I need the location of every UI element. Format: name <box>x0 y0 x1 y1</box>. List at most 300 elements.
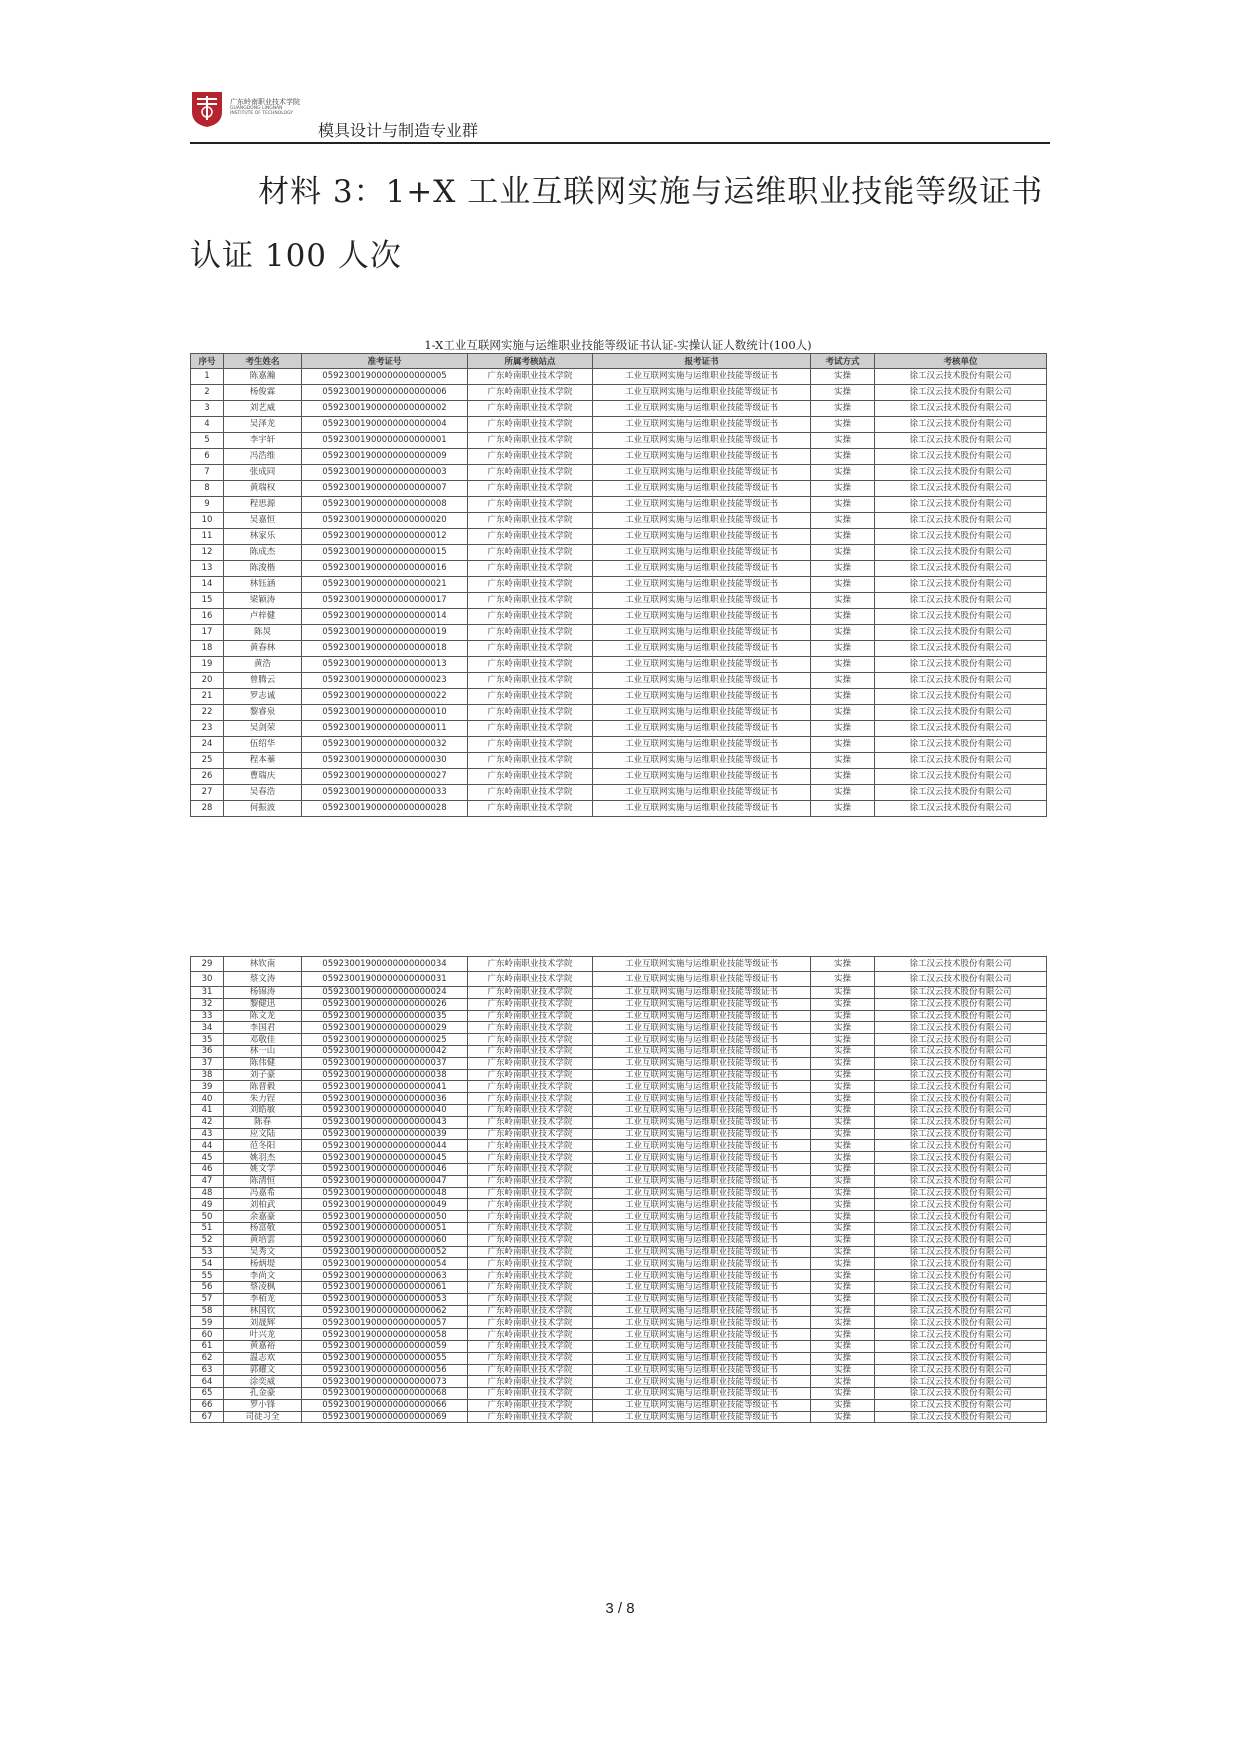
cell-org: 徐工汉云技术股份有限公司 <box>875 1293 1047 1305</box>
cell-site: 广东岭南职业技术学院 <box>468 433 593 449</box>
cell-name: 杨富敬 <box>224 1222 302 1234</box>
cell-index: 60 <box>191 1329 224 1341</box>
cell-certificate: 工业互联网实施与运维职业技能等级证书 <box>593 1010 811 1022</box>
cell-ticket: 05923001900000000000033 <box>302 785 468 801</box>
cell-index: 54 <box>191 1258 224 1270</box>
cell-site: 广东岭南职业技术学院 <box>468 1317 593 1329</box>
cell-name: 程思源 <box>224 497 302 513</box>
cell-site: 广东岭南职业技术学院 <box>468 401 593 417</box>
cell-org: 徐工汉云技术股份有限公司 <box>875 987 1047 999</box>
table-row <box>191 1175 1047 1187</box>
cell-method: 实操 <box>811 465 875 481</box>
cell-method: 实操 <box>811 497 875 513</box>
cell-method: 实操 <box>811 1258 875 1270</box>
cell-ticket: 05923001900000000000020 <box>302 513 468 529</box>
table-row <box>191 1258 1047 1270</box>
cell-index: 66 <box>191 1399 224 1411</box>
cell-index: 42 <box>191 1116 224 1128</box>
cell-name: 伍绍华 <box>224 737 302 753</box>
cell-ticket: 05923001900000000000026 <box>302 998 468 1010</box>
cell-ticket: 05923001900000000000060 <box>302 1234 468 1246</box>
cell-name: 吴泽龙 <box>224 417 302 433</box>
cell-index: 24 <box>191 737 224 753</box>
table-row <box>191 1222 1047 1234</box>
cell-certificate: 工业互联网实施与运维职业技能等级证书 <box>593 998 811 1010</box>
cell-org: 徐工汉云技术股份有限公司 <box>875 465 1047 481</box>
cell-org: 徐工汉云技术股份有限公司 <box>875 1376 1047 1388</box>
cell-method: 实操 <box>811 753 875 769</box>
cell-certificate: 工业互联网实施与运维职业技能等级证书 <box>593 1022 811 1034</box>
cell-certificate: 工业互联网实施与运维职业技能等级证书 <box>593 513 811 529</box>
cell-name: 陈浚楷 <box>224 561 302 577</box>
cell-method: 实操 <box>811 1116 875 1128</box>
cell-method: 实操 <box>811 641 875 657</box>
cell-index: 43 <box>191 1128 224 1140</box>
cell-site: 广东岭南职业技术学院 <box>468 1388 593 1400</box>
cell-ticket: 05923001900000000000021 <box>302 577 468 593</box>
cell-certificate: 工业互联网实施与运维职业技能等级证书 <box>593 957 811 972</box>
table-row <box>191 609 1047 625</box>
col-header-ticket: 准考证号 <box>302 354 468 369</box>
cell-method: 实操 <box>811 1010 875 1022</box>
cell-certificate: 工业互联网实施与运维职业技能等级证书 <box>593 497 811 513</box>
cell-site: 广东岭南职业技术学院 <box>468 753 593 769</box>
cell-name: 罗志诚 <box>224 689 302 705</box>
cell-certificate: 工业互联网实施与运维职业技能等级证书 <box>593 769 811 785</box>
cell-name: 李国君 <box>224 1022 302 1034</box>
cell-index: 12 <box>191 545 224 561</box>
cell-certificate: 工业互联网实施与运维职业技能等级证书 <box>593 1234 811 1246</box>
cell-index: 30 <box>191 972 224 987</box>
cell-certificate: 工业互联网实施与运维职业技能等级证书 <box>593 657 811 673</box>
cell-index: 57 <box>191 1293 224 1305</box>
col-header-index: 序号 <box>191 354 224 369</box>
cell-certificate: 工业互联网实施与运维职业技能等级证书 <box>593 1305 811 1317</box>
cell-index: 2 <box>191 385 224 401</box>
cell-ticket: 05923001900000000000012 <box>302 529 468 545</box>
cell-org: 徐工汉云技术股份有限公司 <box>875 673 1047 689</box>
cell-certificate: 工业互联网实施与运维职业技能等级证书 <box>593 1152 811 1164</box>
cell-ticket: 05923001900000000000054 <box>302 1258 468 1270</box>
cell-ticket: 05923001900000000000057 <box>302 1317 468 1329</box>
cell-name: 黎健迅 <box>224 998 302 1010</box>
cell-method: 实操 <box>811 1069 875 1081</box>
cell-ticket: 05923001900000000000024 <box>302 987 468 999</box>
table-row <box>191 433 1047 449</box>
cell-certificate: 工业互联网实施与运维职业技能等级证书 <box>593 401 811 417</box>
cell-site: 广东岭南职业技术学院 <box>468 1069 593 1081</box>
cell-index: 34 <box>191 1022 224 1034</box>
cell-org: 徐工汉云技术股份有限公司 <box>875 957 1047 972</box>
table-row <box>191 417 1047 433</box>
cell-site: 广东岭南职业技术学院 <box>468 769 593 785</box>
table-row <box>191 1163 1047 1175</box>
cell-certificate: 工业互联网实施与运维职业技能等级证书 <box>593 481 811 497</box>
cell-site: 广东岭南职业技术学院 <box>468 609 593 625</box>
cell-certificate: 工业互联网实施与运维职业技能等级证书 <box>593 1399 811 1411</box>
cell-org: 徐工汉云技术股份有限公司 <box>875 753 1047 769</box>
material-heading: 材料 3：1+X 工业互联网实施与运维职业技能等级证书认证 100 人次 <box>190 174 1044 274</box>
cell-certificate: 工业互联网实施与运维职业技能等级证书 <box>593 561 811 577</box>
cell-method: 实操 <box>811 1364 875 1376</box>
table-row <box>191 737 1047 753</box>
cell-site: 广东岭南职业技术学院 <box>468 1199 593 1211</box>
cell-certificate: 工业互联网实施与运维职业技能等级证书 <box>593 1352 811 1364</box>
cell-name: 林一山 <box>224 1045 302 1057</box>
cell-site: 广东岭南职业技术学院 <box>468 625 593 641</box>
cell-certificate: 工业互联网实施与运维职业技能等级证书 <box>593 673 811 689</box>
cell-name: 陈文龙 <box>224 1010 302 1022</box>
cell-site: 广东岭南职业技术学院 <box>468 1093 593 1105</box>
cell-name: 林国钦 <box>224 1305 302 1317</box>
cell-site: 广东岭南职业技术学院 <box>468 1234 593 1246</box>
cell-method: 实操 <box>811 1270 875 1282</box>
cell-method: 实操 <box>811 417 875 433</box>
cell-ticket: 05923001900000000000015 <box>302 545 468 561</box>
cell-name: 杨俊霖 <box>224 385 302 401</box>
cell-org: 徐工汉云技术股份有限公司 <box>875 1211 1047 1223</box>
table-row <box>191 1093 1047 1105</box>
table-row <box>191 385 1047 401</box>
cell-certificate: 工业互联网实施与运维职业技能等级证书 <box>593 433 811 449</box>
cell-method: 实操 <box>811 577 875 593</box>
table-row <box>191 1199 1047 1211</box>
cell-org: 徐工汉云技术股份有限公司 <box>875 1399 1047 1411</box>
cell-site: 广东岭南职业技术学院 <box>468 497 593 513</box>
cell-site: 广东岭南职业技术学院 <box>468 1340 593 1352</box>
cell-ticket: 05923001900000000000045 <box>302 1152 468 1164</box>
cell-org: 徐工汉云技术股份有限公司 <box>875 1128 1047 1140</box>
cell-certificate: 工业互联网实施与运维职业技能等级证书 <box>593 1057 811 1069</box>
table-row <box>191 1305 1047 1317</box>
cell-certificate: 工业互联网实施与运维职业技能等级证书 <box>593 1376 811 1388</box>
cell-org: 徐工汉云技术股份有限公司 <box>875 1234 1047 1246</box>
cell-ticket: 05923001900000000000055 <box>302 1352 468 1364</box>
cell-method: 实操 <box>811 1128 875 1140</box>
cell-certificate: 工业互联网实施与运维职业技能等级证书 <box>593 753 811 769</box>
table-row <box>191 1246 1047 1258</box>
cell-site: 广东岭南职业技术学院 <box>468 1104 593 1116</box>
cell-site: 广东岭南职业技术学院 <box>468 785 593 801</box>
cell-name: 李尚文 <box>224 1270 302 1282</box>
cell-ticket: 05923001900000000000022 <box>302 689 468 705</box>
cell-method: 实操 <box>811 369 875 385</box>
cell-ticket: 05923001900000000000053 <box>302 1293 468 1305</box>
cell-method: 实操 <box>811 609 875 625</box>
cell-index: 51 <box>191 1222 224 1234</box>
cell-org: 徐工汉云技术股份有限公司 <box>875 593 1047 609</box>
cell-name: 应文陆 <box>224 1128 302 1140</box>
col-header-org: 考核单位 <box>875 354 1047 369</box>
cell-method: 实操 <box>811 1234 875 1246</box>
table-row <box>191 689 1047 705</box>
cell-org: 徐工汉云技术股份有限公司 <box>875 417 1047 433</box>
cell-site: 广东岭南职业技术学院 <box>468 987 593 999</box>
cell-ticket: 05923001900000000000025 <box>302 1034 468 1046</box>
cell-ticket: 05923001900000000000069 <box>302 1411 468 1423</box>
cell-certificate: 工业互联网实施与运维职业技能等级证书 <box>593 1163 811 1175</box>
cell-org: 徐工汉云技术股份有限公司 <box>875 1175 1047 1187</box>
cell-method: 实操 <box>811 769 875 785</box>
cell-name: 蔡凌枫 <box>224 1281 302 1293</box>
cell-method: 实操 <box>811 721 875 737</box>
cell-certificate: 工业互联网实施与运维职业技能等级证书 <box>593 785 811 801</box>
school-name-en-1: GUANGDONG LINGNAN <box>230 106 283 111</box>
cell-index: 59 <box>191 1317 224 1329</box>
table-row <box>191 801 1047 817</box>
cell-name: 叶兴龙 <box>224 1329 302 1341</box>
cell-index: 37 <box>191 1057 224 1069</box>
cell-certificate: 工业互联网实施与运维职业技能等级证书 <box>593 1081 811 1093</box>
school-name-en-2: INSTITUTE OF TECHNOLOGY <box>230 111 294 116</box>
cell-site: 广东岭南职业技术学院 <box>468 1211 593 1223</box>
table-row <box>191 369 1047 385</box>
page-number: 3 / 8 <box>605 1600 635 1617</box>
cell-site: 广东岭南职业技术学院 <box>468 957 593 972</box>
cell-index: 14 <box>191 577 224 593</box>
cell-method: 实操 <box>811 545 875 561</box>
cell-site: 广东岭南职业技术学院 <box>468 657 593 673</box>
cell-certificate: 工业互联网实施与运维职业技能等级证书 <box>593 1175 811 1187</box>
cell-site: 广东岭南职业技术学院 <box>468 1399 593 1411</box>
cell-ticket: 05923001900000000000036 <box>302 1093 468 1105</box>
cell-certificate: 工业互联网实施与运维职业技能等级证书 <box>593 625 811 641</box>
cell-index: 47 <box>191 1175 224 1187</box>
table-row <box>191 1045 1047 1057</box>
cell-site: 广东岭南职业技术学院 <box>468 417 593 433</box>
table-row <box>191 1340 1047 1352</box>
cell-index: 8 <box>191 481 224 497</box>
cell-org: 徐工汉云技术股份有限公司 <box>875 1152 1047 1164</box>
cell-ticket: 05923001900000000000007 <box>302 481 468 497</box>
cell-index: 25 <box>191 753 224 769</box>
cell-method: 实操 <box>811 1329 875 1341</box>
cell-org: 徐工汉云技术股份有限公司 <box>875 561 1047 577</box>
cell-certificate: 工业互联网实施与运维职业技能等级证书 <box>593 369 811 385</box>
cell-site: 广东岭南职业技术学院 <box>468 449 593 465</box>
cell-site: 广东岭南职业技术学院 <box>468 1010 593 1022</box>
table-row <box>191 1057 1047 1069</box>
table-row <box>191 721 1047 737</box>
cell-method: 实操 <box>811 1352 875 1364</box>
cell-site: 广东岭南职业技术学院 <box>468 1258 593 1270</box>
cell-index: 13 <box>191 561 224 577</box>
cell-certificate: 工业互联网实施与运维职业技能等级证书 <box>593 1045 811 1057</box>
cell-index: 53 <box>191 1246 224 1258</box>
cell-name: 黄培雲 <box>224 1234 302 1246</box>
cell-ticket: 05923001900000000000029 <box>302 1022 468 1034</box>
cell-index: 35 <box>191 1034 224 1046</box>
cell-certificate: 工业互联网实施与运维职业技能等级证书 <box>593 972 811 987</box>
table-row <box>191 957 1047 972</box>
cell-method: 实操 <box>811 1140 875 1152</box>
cell-org: 徐工汉云技术股份有限公司 <box>875 801 1047 817</box>
cell-ticket: 05923001900000000000047 <box>302 1175 468 1187</box>
cell-org: 徐工汉云技术股份有限公司 <box>875 1317 1047 1329</box>
table-row <box>191 1411 1047 1423</box>
cell-ticket: 05923001900000000000058 <box>302 1329 468 1341</box>
cell-org: 徐工汉云技术股份有限公司 <box>875 1388 1047 1400</box>
cell-org: 徐工汉云技术股份有限公司 <box>875 1081 1047 1093</box>
cell-ticket: 05923001900000000000027 <box>302 769 468 785</box>
cell-method: 实操 <box>811 1104 875 1116</box>
cell-method: 实操 <box>811 1045 875 1057</box>
cell-ticket: 05923001900000000000044 <box>302 1140 468 1152</box>
cell-site: 广东岭南职业技术学院 <box>468 1270 593 1282</box>
cell-ticket: 05923001900000000000011 <box>302 721 468 737</box>
cell-method: 实操 <box>811 1388 875 1400</box>
cell-org: 徐工汉云技术股份有限公司 <box>875 1034 1047 1046</box>
cell-method: 实操 <box>811 1222 875 1234</box>
cell-index: 31 <box>191 987 224 999</box>
cell-index: 15 <box>191 593 224 609</box>
cell-name: 杨炳堤 <box>224 1258 302 1270</box>
cell-method: 实操 <box>811 1022 875 1034</box>
table-row <box>191 401 1047 417</box>
cell-method: 实操 <box>811 1081 875 1093</box>
cell-name: 李宇轩 <box>224 433 302 449</box>
cell-site: 广东岭南职业技术学院 <box>468 561 593 577</box>
cell-org: 徐工汉云技术股份有限公司 <box>875 1258 1047 1270</box>
cell-ticket: 05923001900000000000013 <box>302 657 468 673</box>
cell-ticket: 05923001900000000000001 <box>302 433 468 449</box>
cell-org: 徐工汉云技术股份有限公司 <box>875 657 1047 673</box>
cell-ticket: 05923001900000000000041 <box>302 1081 468 1093</box>
cell-name: 黄浩 <box>224 657 302 673</box>
table-row <box>191 1234 1047 1246</box>
cell-site: 广东岭南职业技术学院 <box>468 577 593 593</box>
cell-ticket: 05923001900000000000023 <box>302 673 468 689</box>
cell-certificate: 工业互联网实施与运维职业技能等级证书 <box>593 1270 811 1282</box>
cell-name: 邓敬佳 <box>224 1034 302 1046</box>
cell-ticket: 05923001900000000000068 <box>302 1388 468 1400</box>
table-title: 1-X工业互联网实施与运维职业技能等级证书认证-实操认证人数统计(100人) <box>424 338 812 352</box>
table-row <box>191 545 1047 561</box>
table-row <box>191 1270 1047 1282</box>
cell-method: 实操 <box>811 957 875 972</box>
cell-site: 广东岭南职业技术学院 <box>468 1246 593 1258</box>
cell-method: 实操 <box>811 449 875 465</box>
cell-index: 52 <box>191 1234 224 1246</box>
page-header <box>190 86 1050 144</box>
table-row <box>191 987 1047 999</box>
cell-index: 29 <box>191 957 224 972</box>
cell-name: 陈伟健 <box>224 1057 302 1069</box>
cell-ticket: 05923001900000000000005 <box>302 369 468 385</box>
cell-name: 郭耀文 <box>224 1364 302 1376</box>
data-table <box>190 956 1047 1423</box>
cell-index: 18 <box>191 641 224 657</box>
cell-name: 刘柏武 <box>224 1199 302 1211</box>
cell-index: 19 <box>191 657 224 673</box>
cell-org: 徐工汉云技术股份有限公司 <box>875 1057 1047 1069</box>
cell-site: 广东岭南职业技术学院 <box>468 705 593 721</box>
cell-method: 实操 <box>811 998 875 1010</box>
cell-ticket: 05923001900000000000042 <box>302 1045 468 1057</box>
cell-ticket: 05923001900000000000061 <box>302 1281 468 1293</box>
cell-ticket: 05923001900000000000050 <box>302 1211 468 1223</box>
cell-method: 实操 <box>811 987 875 999</box>
cell-certificate: 工业互联网实施与运维职业技能等级证书 <box>593 529 811 545</box>
cell-ticket: 05923001900000000000003 <box>302 465 468 481</box>
cell-org: 徐工汉云技术股份有限公司 <box>875 1222 1047 1234</box>
cell-site: 广东岭南职业技术学院 <box>468 369 593 385</box>
cell-index: 33 <box>191 1010 224 1022</box>
cell-index: 65 <box>191 1388 224 1400</box>
cell-site: 广东岭南职业技术学院 <box>468 1057 593 1069</box>
cell-index: 11 <box>191 529 224 545</box>
cell-ticket: 05923001900000000000046 <box>302 1163 468 1175</box>
cell-index: 39 <box>191 1081 224 1093</box>
cell-ticket: 05923001900000000000014 <box>302 609 468 625</box>
cell-name: 陈炅 <box>224 625 302 641</box>
cell-certificate: 工业互联网实施与运维职业技能等级证书 <box>593 689 811 705</box>
cell-method: 实操 <box>811 385 875 401</box>
table-row <box>191 465 1047 481</box>
cell-org: 徐工汉云技术股份有限公司 <box>875 369 1047 385</box>
cell-ticket: 05923001900000000000006 <box>302 385 468 401</box>
certification-table-part1 <box>190 337 1046 817</box>
table-row <box>191 1352 1047 1364</box>
cell-name: 卢梓健 <box>224 609 302 625</box>
cell-method: 实操 <box>811 689 875 705</box>
cell-ticket: 05923001900000000000017 <box>302 593 468 609</box>
col-header-method: 考试方式 <box>811 354 875 369</box>
table-row <box>191 1034 1047 1046</box>
cell-org: 徐工汉云技术股份有限公司 <box>875 1010 1047 1022</box>
cell-name: 余嘉豪 <box>224 1211 302 1223</box>
cell-site: 广东岭南职业技术学院 <box>468 641 593 657</box>
cell-name: 姚羽杰 <box>224 1152 302 1164</box>
cell-org: 徐工汉云技术股份有限公司 <box>875 1163 1047 1175</box>
cell-org: 徐工汉云技术股份有限公司 <box>875 972 1047 987</box>
cell-method: 实操 <box>811 1199 875 1211</box>
cell-site: 广东岭南职业技术学院 <box>468 529 593 545</box>
cell-site: 广东岭南职业技术学院 <box>468 481 593 497</box>
cell-site: 广东岭南职业技术学院 <box>468 1352 593 1364</box>
cell-index: 7 <box>191 465 224 481</box>
cell-name: 林钦南 <box>224 957 302 972</box>
cell-org: 徐工汉云技术股份有限公司 <box>875 1411 1047 1423</box>
table-row <box>191 1116 1047 1128</box>
cell-site: 广东岭南职业技术学院 <box>468 689 593 705</box>
table-row <box>191 1399 1047 1411</box>
cell-method: 实操 <box>811 529 875 545</box>
group-name: 模具设计与制造专业群 <box>318 121 479 140</box>
cell-site: 广东岭南职业技术学院 <box>468 1187 593 1199</box>
cell-site: 广东岭南职业技术学院 <box>468 465 593 481</box>
cell-name: 黄春林 <box>224 641 302 657</box>
cell-method: 实操 <box>811 1163 875 1175</box>
cell-method: 实操 <box>811 433 875 449</box>
cell-org: 徐工汉云技术股份有限公司 <box>875 1093 1047 1105</box>
cell-index: 17 <box>191 625 224 641</box>
cell-certificate: 工业互联网实施与运维职业技能等级证书 <box>593 1388 811 1400</box>
cell-org: 徐工汉云技术股份有限公司 <box>875 545 1047 561</box>
cell-org: 徐工汉云技术股份有限公司 <box>875 1305 1047 1317</box>
cell-org: 徐工汉云技术股份有限公司 <box>875 481 1047 497</box>
cell-index: 56 <box>191 1281 224 1293</box>
cell-certificate: 工业互联网实施与运维职业技能等级证书 <box>593 609 811 625</box>
cell-org: 徐工汉云技术股份有限公司 <box>875 1364 1047 1376</box>
cell-method: 实操 <box>811 1399 875 1411</box>
cell-index: 46 <box>191 1163 224 1175</box>
cell-method: 实操 <box>811 1293 875 1305</box>
cell-name: 吴嘉恒 <box>224 513 302 529</box>
cell-site: 广东岭南职业技术学院 <box>468 1022 593 1034</box>
cell-name: 刘子豪 <box>224 1069 302 1081</box>
cell-site: 广东岭南职业技术学院 <box>468 545 593 561</box>
